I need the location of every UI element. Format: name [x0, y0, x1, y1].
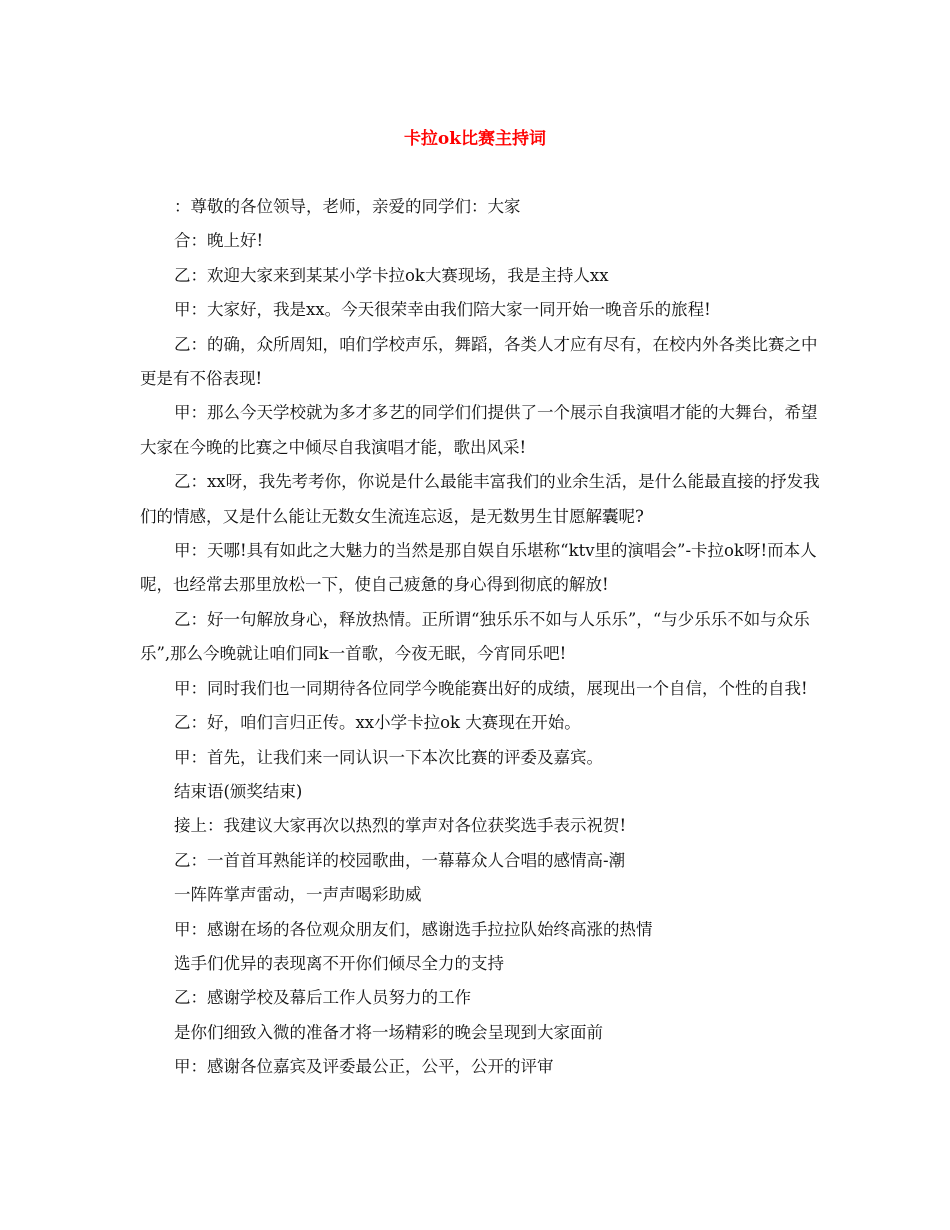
paragraph: 合：晚上好! [174, 231, 264, 251]
document-title: 卡拉ok比赛主持词 [403, 129, 547, 149]
paragraph: 甲：天哪!具有如此之大魅力的当然是那自娱自乐堪称“ktv里的演唱会”-卡拉ok呀!而本人呢，也经常去那里放松一下，使自己疲惫的身心得到彻底的解放! [140, 541, 817, 595]
paragraph: 乙：好，咱们言归正传。xx小学卡拉ok 大赛现在开始。 [174, 713, 581, 733]
paragraph: 甲：感谢在场的各位观众朋友们，感谢选手拉拉队始终高涨的热情 [174, 919, 653, 939]
paragraph: 结束语(颁奖结束) [174, 781, 303, 801]
paragraph: 接上：我建议大家再次以热烈的掌声对各位获奖选手表示祝贺! [174, 816, 627, 836]
paragraph: 甲：那么今天学校就为多才多艺的同学们们提供了一个展示自我演唱才能的大舞台，希望大家在今晚的比赛之中倾尽自我演唱才能，歌出风采! [140, 403, 818, 457]
document-body [140, 190, 820, 1085]
paragraph: 乙：欢迎大家来到某某小学卡拉ok大赛现场，我是主持人xx [174, 265, 609, 285]
paragraph: 乙：一首首耳熟能详的校园歌曲，一幕幕众人合唱的感情高-潮 [174, 850, 626, 870]
paragraph: 乙：感谢学校及幕后工作人员努力的工作 [174, 988, 471, 1008]
paragraph: 一阵阵掌声雷动，一声声喝彩助威 [174, 885, 422, 905]
paragraph: 甲：大家好，我是xx。今天很荣幸由我们陪大家一同开始一晚音乐的旅程! [174, 300, 711, 320]
paragraph: 甲：首先，让我们来一同认识一下本次比赛的评委及嘉宾。 [174, 747, 603, 767]
paragraph: ：尊敬的各位领导，老师，亲爱的同学们：大家 [174, 197, 521, 216]
paragraph: 乙：好一句解放身心，释放热情。正所谓“独乐乐不如与人乐乐”，“与少乐乐不如与众乐乐”,那么今晚就让咱们同k一首歌，今夜无眠，今宵同乐吧! [140, 609, 810, 664]
paragraph: 甲：感谢各位嘉宾及评委最公正，公平，公开的评审 [174, 1057, 554, 1077]
paragraph: 乙：xx呀，我先考考你，你说是什么最能丰富我们的业余生活，是什么能最直接的抒发我们的情感，又是什么能让无数女生流连忘返，是无数男生甘愿解囊呢? [140, 472, 820, 526]
paragraph: 选手们优异的表现离不开你们倾尽全力的支持 [174, 953, 504, 973]
paragraph: 甲：同时我们也一同期待各位同学今晚能赛出好的成绩，展现出一个自信，个性的自我! [174, 678, 808, 698]
paragraph: 是你们细致入微的准备才将一场精彩的晚会呈现到大家面前 [174, 1022, 603, 1042]
paragraph: 乙：的确，众所周知，咱们学校声乐，舞蹈，各类人才应有尽有，在校内外各类比赛之中更是有不俗表现! [140, 334, 818, 389]
